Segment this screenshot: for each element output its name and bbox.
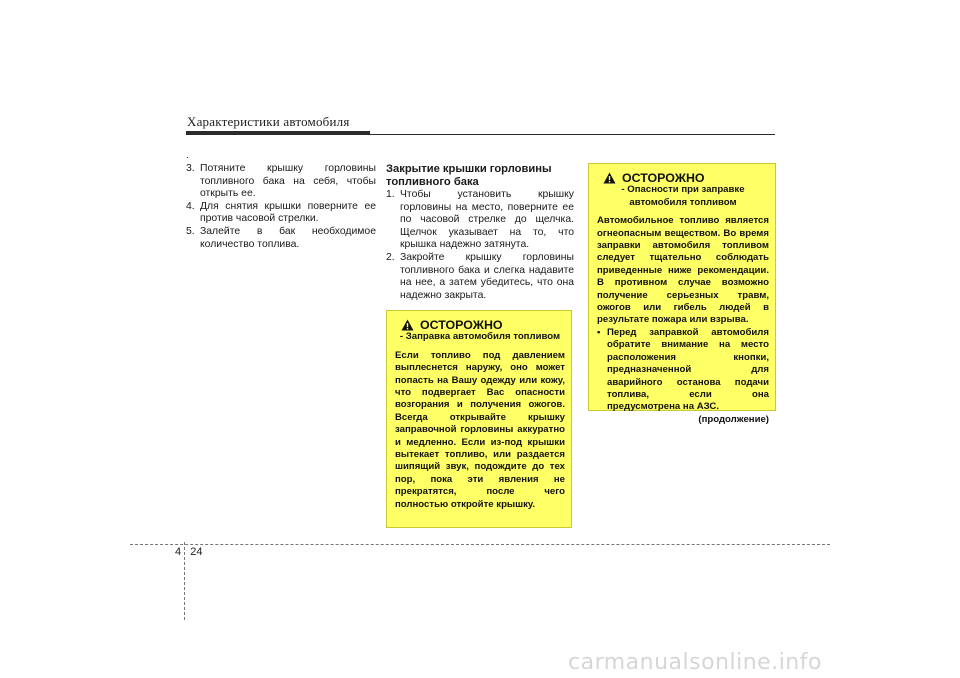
column-left [186, 163, 376, 251]
list-item-text: Потяните крышку горловины топливного бака на себя, чтобы открыть ее. [200, 163, 376, 200]
list-item-text: Залейте в бак необходимое количество топлива. [200, 225, 376, 250]
warning-title: ОСТОРОЖНО [622, 171, 705, 185]
list-item [386, 252, 574, 302]
warning-title: ОСТОРОЖНО [420, 318, 503, 332]
warning-header [401, 319, 565, 331]
bullet-mark: • [597, 326, 601, 338]
footer-dashed-rule [130, 544, 830, 545]
list-item-number: 3. [186, 163, 195, 174]
warning-box-fuel-pressure [386, 310, 572, 528]
column-dot: . [186, 150, 189, 161]
warning-header [603, 172, 769, 184]
list-item-number: 4. [186, 200, 195, 212]
column-middle [386, 163, 574, 302]
continued-label: (продолжение) [698, 413, 769, 425]
warning-triangle-icon [603, 172, 616, 184]
watermark: carmanualsonline.info [568, 650, 822, 675]
page-number: 4 24 [175, 546, 203, 558]
list-item [186, 226, 376, 251]
warning-body: Автомобильное топливо является огнеопасным веществом. Во время заправки автомобиля топливом следует тщательно соблюдать приведенные ниже рекомендации. В противном случае возможно получение серьезных травм, ожогов или гибель людей в результате пожара или взрыва. [597, 215, 769, 326]
list-item [186, 201, 376, 226]
warning-bullet [597, 327, 769, 414]
warning-body: Если топливо под давлением выплеснется наружу, оно может попасть на Вашу одежду или кожу, что подвергает Вас опасности возгорания и получения ожогов. Всегда открывайте крышку заправочной горловины аккуратно и медленно. Если из-под крышки вытекает топливо, или раздается шипящий звук, подождите до тех пор, пока эти явления не прекратятся, после чего полностью откройте крышку. [395, 349, 565, 510]
list-item-number: 5. [186, 225, 195, 237]
warning-triangle-icon [401, 319, 414, 331]
list-item [186, 163, 376, 201]
warning-subtitle: - Опасности при заправке автомобиля топливом [621, 184, 745, 208]
header-thin-rule [186, 134, 775, 135]
list-item-text: Закройте крышку горловины топливного бака и слегка надавите на нее, а затем убедитесь, что она надежно закрыта. [400, 251, 574, 301]
warning-bullet-text: Перед заправкой автомобиля обратите внимание на место расположения кнопки, предназначенной для аварийного останова подачи топлива, если она предусмотрена на АЗС. [607, 326, 769, 413]
warning-box-fueling-hazards [588, 163, 776, 425]
list-item-number: 2. [386, 251, 395, 263]
list-item [386, 189, 574, 252]
warning-subtitle: - Заправка автомобиля топливом [399, 331, 561, 343]
section-heading: Закрытие крышки горловины топливного бака [386, 163, 552, 188]
list-item-text: Чтобы установить крышку горловины на место, поверните ее по часовой стрелке до щелчка. Щелчок указывает на то, что крышка надежно затянута. [400, 189, 574, 251]
list-item-text: Для снятия крышки поверните ее против часовой стрелки. [200, 200, 376, 225]
page-header-title: Характеристики автомобиля [187, 114, 350, 129]
list-item-number: 1. [386, 189, 395, 200]
